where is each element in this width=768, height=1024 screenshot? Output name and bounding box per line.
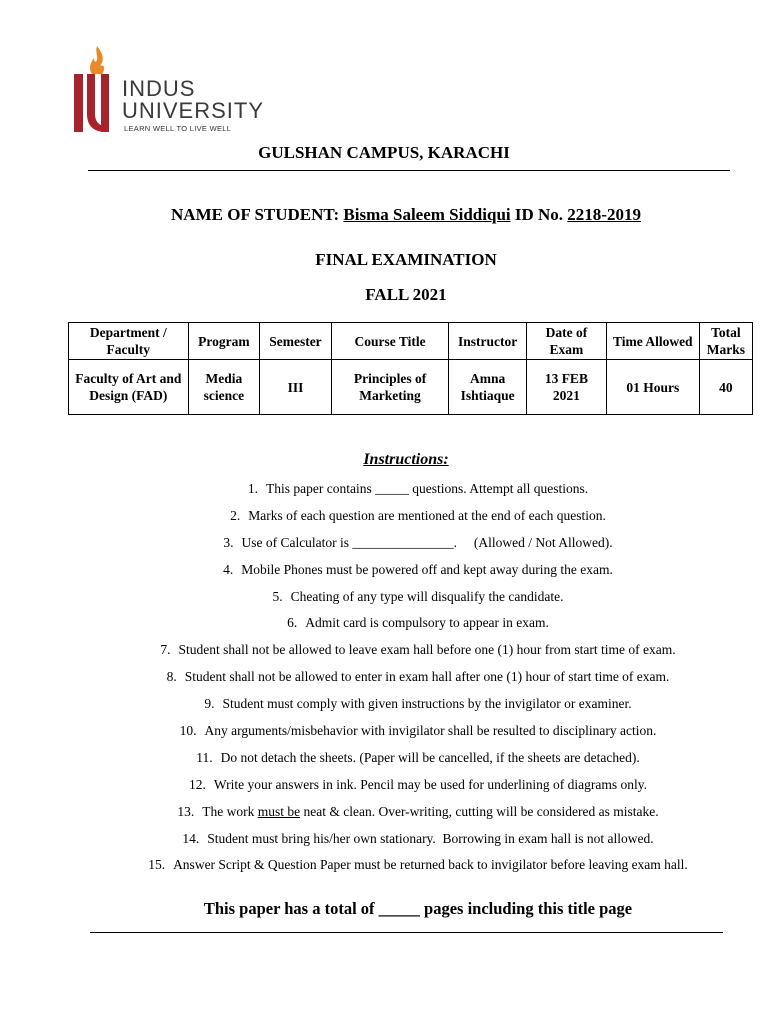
list-item bbox=[0, 534, 768, 561]
header-date-of-exam: Date of Exam bbox=[527, 323, 607, 360]
item-text: Student must bring his/her own stationary. Borrowing in exam hall is not allowed. bbox=[207, 830, 654, 846]
header-divider bbox=[88, 170, 730, 171]
item-text: Student shall not be allowed to leave exam hall before one (1) hour from start time of exam. bbox=[178, 642, 676, 658]
item-text: Write your answers in ink. Pencil may be used for underlining of diagrams only. bbox=[213, 776, 647, 792]
header-course-title: Course Title bbox=[331, 323, 449, 360]
item-number: 4. bbox=[223, 561, 234, 577]
student-id-label: ID No. bbox=[514, 205, 564, 224]
item-number: 6. bbox=[287, 615, 298, 631]
item-number: 14. bbox=[182, 830, 200, 846]
item-text: Use of Calculator is _______________. (Allowed / Not Allowed). bbox=[241, 534, 613, 550]
list-item bbox=[0, 830, 768, 857]
student-name-value: Bisma Saleem Siddiqui bbox=[343, 205, 511, 224]
item-text: Cheating of any type will disqualify the candidate. bbox=[290, 588, 564, 604]
cell-instructor: Amna Ishtiaque bbox=[449, 360, 527, 415]
list-item bbox=[0, 803, 768, 830]
cell-total-marks: 40 bbox=[699, 360, 752, 415]
exam-info-table bbox=[68, 322, 753, 415]
item-text-underlined: must be bbox=[257, 803, 301, 819]
table-header-row bbox=[69, 323, 753, 360]
item-text: Admit card is compulsory to appear in exam. bbox=[305, 615, 549, 631]
item-text: Student must comply with given instructions by the invigilator or examiner. bbox=[222, 696, 632, 712]
item-text-after: neat & clean. Over-writing, cutting will be considered as mistake. bbox=[300, 803, 659, 819]
list-item bbox=[0, 480, 768, 507]
item-number: 3. bbox=[223, 534, 234, 550]
item-number: 15. bbox=[148, 857, 166, 873]
student-name-label: NAME OF STUDENT: bbox=[171, 205, 340, 224]
item-number: 2. bbox=[230, 507, 241, 523]
brand-name-line2: UNIVERSITY bbox=[122, 98, 265, 123]
student-line bbox=[0, 205, 768, 225]
item-number: 11. bbox=[196, 749, 213, 765]
header-instructor: Instructor bbox=[449, 323, 527, 360]
cell-semester: III bbox=[260, 360, 332, 415]
item-number: 5. bbox=[272, 588, 283, 604]
item-text: Any arguments/misbehavior with invigilator shall be resulted to disciplinary action. bbox=[204, 723, 657, 739]
list-item bbox=[0, 588, 768, 615]
instructions-heading: Instructions: bbox=[363, 451, 449, 468]
item-text: Do not detach the sheets. (Paper will be cancelled, if the sheets are detached). bbox=[220, 749, 640, 765]
list-item bbox=[0, 722, 768, 749]
list-item bbox=[0, 856, 768, 883]
footer-divider bbox=[90, 932, 723, 933]
exam-term: FALL 2021 bbox=[365, 285, 447, 304]
cell-course-title: Principles of Marketing bbox=[331, 360, 449, 415]
list-item bbox=[0, 695, 768, 722]
cell-program: Media science bbox=[188, 360, 260, 415]
header-total-marks: Total Marks bbox=[699, 323, 752, 360]
item-text: Answer Script & Question Paper must be returned back to invigilator before leaving exam hall. bbox=[173, 857, 688, 873]
item-text: Student shall not be allowed to enter in exam hall after one (1) hour of start time of exam. bbox=[184, 669, 670, 685]
cell-date-of-exam: 13 FEB 2021 bbox=[527, 360, 607, 415]
list-item bbox=[0, 749, 768, 776]
header-program: Program bbox=[188, 323, 260, 360]
pages-note: This paper has a total of _____ pages including this title page bbox=[203, 899, 633, 918]
brand-tagline: LEARN WELL TO LIVE WELL bbox=[124, 124, 232, 133]
brand-name-line1: INDUS bbox=[122, 76, 196, 101]
list-item bbox=[0, 561, 768, 588]
university-logo bbox=[70, 44, 310, 136]
list-item bbox=[0, 668, 768, 695]
item-text: This paper contains _____ questions. Attempt all questions. bbox=[266, 481, 589, 496]
campus-title: GULSHAN CAMPUS, KARACHI bbox=[258, 143, 510, 162]
item-number: 8. bbox=[166, 669, 177, 685]
header-time-allowed: Time Allowed bbox=[606, 323, 699, 360]
header-semester: Semester bbox=[260, 323, 332, 360]
list-item bbox=[0, 614, 768, 641]
student-id-value: 2218-2019 bbox=[567, 205, 641, 224]
instructions-list bbox=[0, 480, 768, 883]
item-number: 9. bbox=[204, 696, 215, 712]
item-text-before: The work bbox=[202, 803, 258, 819]
cell-department: Faculty of Art and Design (FAD) bbox=[69, 360, 189, 415]
exam-title: FINAL EXAMINATION bbox=[315, 250, 497, 269]
header-department: Department / Faculty bbox=[69, 323, 189, 360]
indus-flame-emblem-icon bbox=[70, 44, 126, 136]
cell-time-allowed: 01 Hours bbox=[606, 360, 699, 415]
item-text: Mobile Phones must be powered off and kept away during the exam. bbox=[241, 561, 613, 577]
item-number: 10. bbox=[179, 723, 197, 739]
list-item bbox=[0, 776, 768, 803]
item-text: Marks of each question are mentioned at the end of each question. bbox=[248, 507, 606, 523]
list-item bbox=[0, 641, 768, 668]
table-row bbox=[69, 360, 753, 415]
item-number: 7. bbox=[160, 642, 171, 658]
list-item bbox=[0, 507, 768, 534]
item-number: 12. bbox=[189, 776, 206, 792]
item-number: 1. bbox=[247, 481, 259, 496]
item-number: 13. bbox=[177, 803, 195, 819]
